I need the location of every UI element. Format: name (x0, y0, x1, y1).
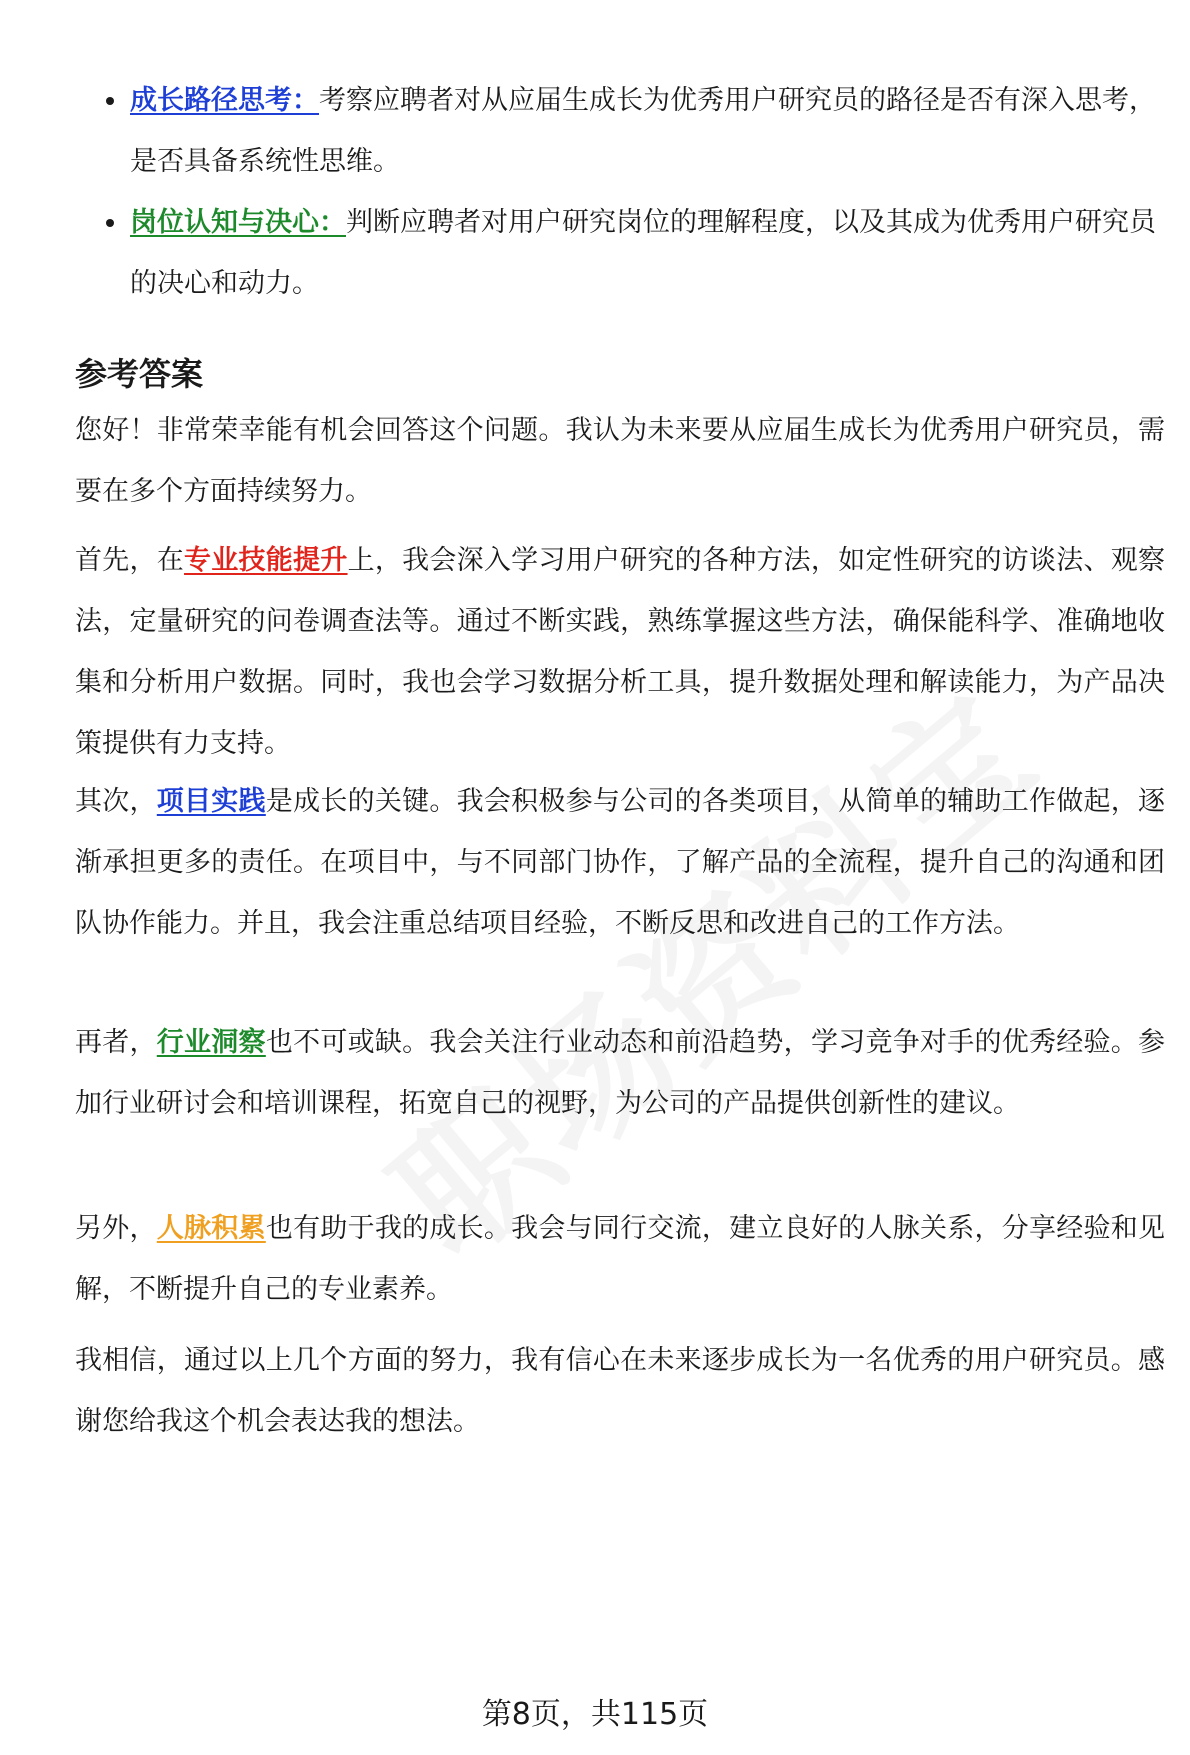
bullet-key-role-cognition: 岗位认知与决心： (130, 207, 346, 238)
bullet-key-growth-path: 成长路径思考： (130, 85, 319, 116)
highlight-skills: 专业技能提升 (184, 545, 348, 576)
paragraph-pre: 首先，在 (75, 545, 185, 576)
paragraph-projects (75, 771, 1165, 954)
paragraph-post: 是成长的关键。我会积极参与公司的各类项目，从简单的辅助工作做起，逐渐承担更多的责任。在项目中，与不同部门协作，了解产品的全流程，提升自己的沟通和团队协作能力。并且，我会注重总结项目经验，不断反思和改进自己的工作方法。 (75, 786, 1166, 939)
highlight-industry: 行业洞察 (156, 1027, 266, 1058)
paragraph-pre: 另外， (75, 1213, 157, 1244)
paragraph-network (75, 1198, 1165, 1320)
list-item (100, 70, 1160, 192)
paragraph-pre: 其次， (75, 786, 157, 817)
section-title: 参考答案 (75, 355, 204, 393)
paragraph-skills (75, 530, 1165, 774)
paragraph-post: 也有助于我的成长。我会与同行交流，建立良好的人脉关系，分享经验和见解，不断提升自己的专业素养。 (75, 1213, 1166, 1305)
bullet-text: 考察应聘者对从应届生成长为优秀用户研究员的路径是否有深入思考，是否具备系统性思维。 (130, 85, 1156, 177)
bullet-text: 判断应聘者对用户研究岗位的理解程度，以及其成为优秀用户研究员的决心和动力。 (130, 207, 1156, 299)
list-item (100, 192, 1160, 314)
paragraph-post: 也不可或缺。我会关注行业动态和前沿趋势，学习竞争对手的优秀经验。参加行业研讨会和培训课程，拓宽自己的视野，为公司的产品提供创新性的建议。 (75, 1027, 1166, 1119)
paragraph-text: 您好！非常荣幸能有机会回答这个问题。我认为未来要从应届生成长为优秀用户研究员，需要在多个方面持续努力。 (75, 415, 1165, 507)
paragraph-pre: 再者， (75, 1027, 157, 1058)
page-number: 第8页，共115页 (481, 1697, 709, 1732)
criteria-list (100, 70, 1160, 314)
paragraph-industry (75, 1012, 1165, 1134)
paragraph-conclusion (75, 1330, 1165, 1452)
highlight-network: 人脉积累 (156, 1213, 266, 1244)
paragraph-post: 上，我会深入学习用户研究的各种方法，如定性研究的访谈法、观察法，定量研究的问卷调查法等。通过不断实践，熟练掌握这些方法，确保能科学、准确地收集和分析用户数据。同时，我也会学习数据分析工具，提升数据处理和解读能力，为产品决策提供有力支持。 (75, 545, 1166, 759)
paragraph-intro (75, 400, 1165, 522)
highlight-projects: 项目实践 (156, 786, 266, 817)
paragraph-text: 我相信，通过以上几个方面的努力，我有信心在未来逐步成长为一名优秀的用户研究员。感谢您给我这个机会表达我的想法。 (75, 1345, 1165, 1437)
